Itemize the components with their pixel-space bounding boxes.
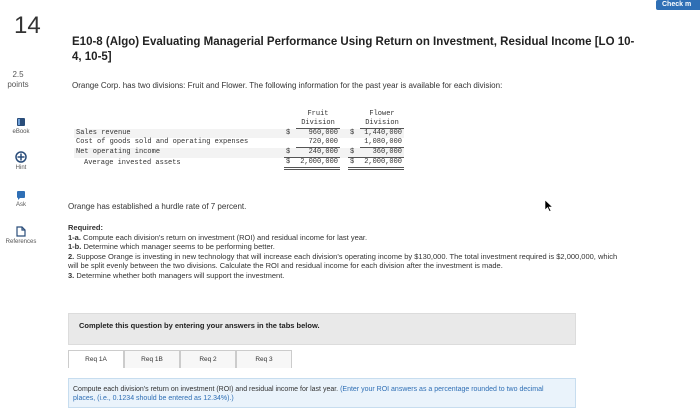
table-row bbox=[74, 138, 404, 148]
row-label: Sales revenue bbox=[76, 128, 131, 137]
row-label: Cost of goods sold and operating expenses bbox=[76, 138, 249, 147]
fruit-value: 720,000 bbox=[296, 138, 340, 148]
fruit-value: 2,000,000 bbox=[296, 158, 340, 169]
fruit-header-2: Division bbox=[296, 119, 340, 129]
required-title: Required: bbox=[68, 223, 104, 232]
book-icon bbox=[16, 117, 26, 127]
ebook-label: eBook bbox=[12, 129, 30, 135]
hint-icon bbox=[15, 151, 27, 163]
prompt-text: Compute each division's return on investment (ROI) and residual income for last year. bbox=[73, 386, 339, 393]
ask-label: Ask bbox=[15, 202, 26, 208]
required-item-1b: 1-b. Determine which manager seems to be performing better. bbox=[68, 242, 275, 251]
hint-label: Hint bbox=[15, 165, 27, 171]
required-item-3: 3. Determine whether both managers will support the investment. bbox=[68, 270, 285, 280]
points-block bbox=[4, 70, 32, 90]
table-header-row bbox=[74, 110, 404, 119]
currency-symbol: $ bbox=[350, 128, 355, 137]
fruit-value: 960,000 bbox=[308, 129, 338, 137]
currency-symbol: $ bbox=[286, 128, 291, 137]
tab-req-2[interactable]: Req 2 bbox=[180, 350, 236, 368]
points-value: 2.5 bbox=[12, 70, 24, 79]
currency-symbol bbox=[348, 138, 360, 148]
question-title: E10-8 (Algo) Evaluating Managerial Performance Using Return on Investment, Residual Income [LO 10-4, 10-5] bbox=[72, 36, 635, 63]
flower-value: 2,000,000 bbox=[360, 158, 404, 169]
prompt-hint: (Enter your ROI answers as a percentage rounded to two decimal places, (i.e., 0.1234 should be entered as 12.34%).) bbox=[73, 386, 544, 402]
instructions-text: Complete this question by entering your answers in the tabs below. bbox=[79, 321, 320, 330]
fruit-header-1: Fruit bbox=[307, 110, 329, 118]
required-item-2: 2. Suppose Orange is investing in new technology that will increase each division's operating income by $130,000. The total investment required is $2,000,000, which will be split evenly between the two divisions. Calculate the ROI and residual income for each division after the investment is made. bbox=[68, 251, 618, 270]
table-row bbox=[74, 148, 404, 158]
references-icon bbox=[16, 226, 26, 237]
flower-header-1: Flower bbox=[369, 110, 395, 118]
left-rail bbox=[0, 0, 48, 416]
currency-symbol: $ bbox=[348, 148, 360, 158]
question-intro: Orange Corp. has two divisions: Fruit and Flower. The following information for the past year is available for each division: bbox=[72, 81, 503, 90]
ask-tool[interactable] bbox=[4, 190, 38, 208]
currency-symbol bbox=[284, 138, 296, 148]
hurdle-text: Orange has established a hurdle rate of 7 percent. bbox=[68, 202, 247, 211]
check-my-work-button[interactable]: Check m bbox=[656, 0, 700, 10]
ask-icon bbox=[16, 190, 26, 200]
tab-req-1a[interactable]: Req 1A bbox=[68, 350, 124, 368]
instructions-box bbox=[68, 313, 576, 345]
ebook-tool[interactable] bbox=[4, 117, 38, 135]
tab-req-3[interactable]: Req 3 bbox=[236, 350, 292, 368]
required-section bbox=[68, 223, 628, 280]
required-item-1a: 1-a. Compute each division's return on investment (ROI) and residual income for last year. bbox=[68, 232, 368, 242]
currency-symbol: $ bbox=[284, 148, 296, 158]
flower-value: 1,440,000 bbox=[364, 129, 402, 137]
flower-value: 1,080,000 bbox=[360, 138, 404, 148]
references-label: References bbox=[5, 239, 37, 245]
table-row bbox=[74, 158, 404, 169]
financial-table bbox=[74, 110, 404, 170]
currency-symbol: $ bbox=[284, 158, 296, 169]
requirement-tabs bbox=[68, 346, 576, 370]
row-label: Net operating income bbox=[76, 148, 161, 156]
question-number: 14 bbox=[14, 12, 41, 39]
tab-prompt-box bbox=[68, 378, 576, 408]
points-label: points bbox=[7, 80, 29, 89]
table-header-row-2 bbox=[74, 119, 404, 129]
tab-prompt bbox=[73, 385, 563, 403]
fruit-value: 240,000 bbox=[296, 148, 340, 158]
flower-value: 360,000 bbox=[360, 148, 404, 158]
currency-symbol: $ bbox=[348, 158, 360, 169]
mouse-cursor-icon bbox=[545, 200, 553, 212]
references-tool[interactable] bbox=[4, 226, 38, 245]
row-label: Average invested assets bbox=[84, 158, 181, 167]
table-row bbox=[74, 129, 404, 139]
flower-header-2: Division bbox=[360, 119, 404, 129]
tab-req-1b[interactable]: Req 1B bbox=[124, 350, 180, 368]
hint-tool[interactable] bbox=[4, 151, 38, 171]
